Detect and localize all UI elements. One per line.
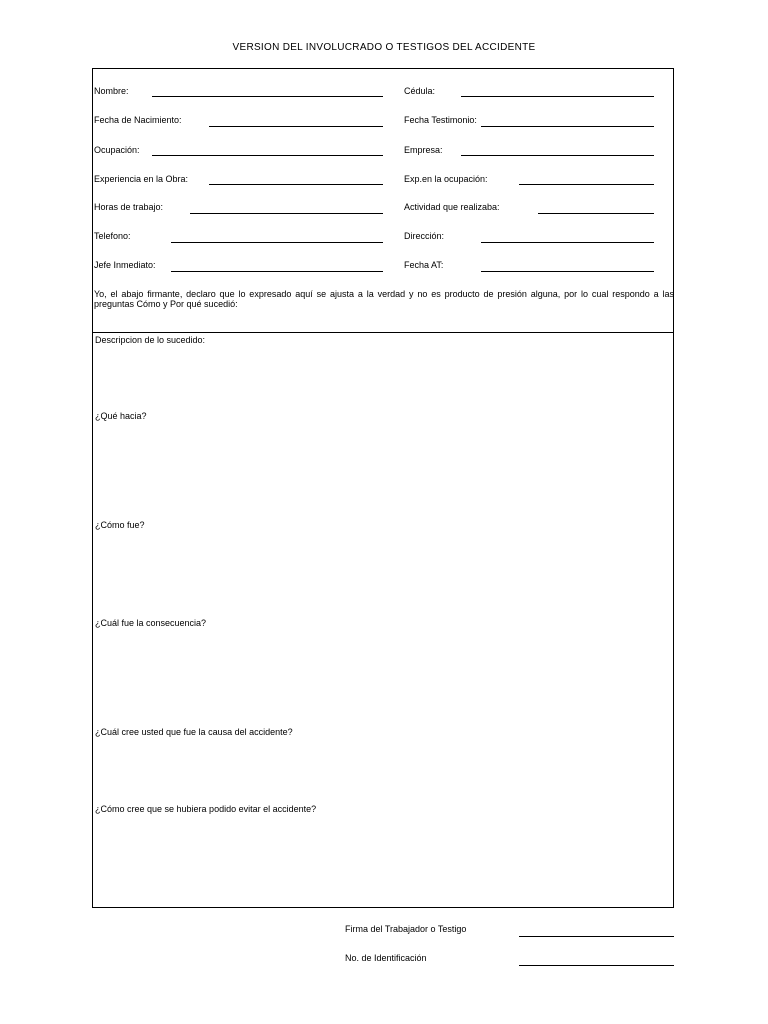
accident-date-field[interactable] (481, 271, 654, 272)
occupation-experience-label: Exp.en la ocupación: (404, 174, 488, 184)
phone-field[interactable] (171, 242, 383, 243)
supervisor-field[interactable] (171, 271, 383, 272)
phone-label: Telefono: (94, 231, 131, 241)
birth-date-field[interactable] (209, 126, 383, 127)
question-consequence: ¿Cuál fue la consecuencia? (95, 618, 207, 628)
accident-date-label: Fecha AT: (404, 260, 444, 270)
occupation-experience-field[interactable] (519, 184, 654, 185)
question-how: ¿Cómo fue? (95, 520, 145, 530)
question-cause: ¿Cuál cree usted que fue la causa del accidente? (95, 727, 293, 737)
question-what-doing: ¿Qué hacia? (95, 411, 147, 421)
description-label: Descripcion de lo sucedido: (95, 335, 206, 345)
birth-date-label: Fecha de Nacimiento: (94, 115, 182, 125)
occupation-label: Ocupación: (94, 145, 140, 155)
identification-field[interactable] (519, 965, 674, 966)
testimony-date-field[interactable] (481, 126, 654, 127)
work-hours-label: Horas de trabajo: (94, 202, 164, 212)
name-field[interactable] (152, 96, 383, 97)
question-prevention: ¿Cómo cree que se hubiera podido evitar el accidente? (95, 804, 317, 814)
signature-label: Firma del Trabajador o Testigo (345, 924, 467, 934)
company-field[interactable] (461, 155, 654, 156)
id-number-label: Cédula: (404, 86, 436, 96)
company-label: Empresa: (404, 145, 443, 155)
identification-label: No. de Identificación (345, 953, 427, 963)
form-title: VERSION DEL INVOLUCRADO O TESTIGOS DEL ACCIDENTE (232, 42, 536, 53)
site-experience-field[interactable] (209, 184, 383, 185)
signature-field[interactable] (519, 936, 674, 937)
id-number-field[interactable] (461, 96, 654, 97)
address-label: Dirección: (404, 231, 445, 241)
work-hours-field[interactable] (190, 213, 383, 214)
activity-label: Actividad que realizaba: (404, 202, 500, 212)
activity-field[interactable] (538, 213, 654, 214)
supervisor-label: Jefe Inmediato: (94, 260, 156, 270)
testimony-date-label: Fecha Testimonio: (404, 115, 477, 125)
name-label: Nombre: (94, 86, 129, 96)
address-field[interactable] (481, 242, 654, 243)
occupation-field[interactable] (152, 155, 383, 156)
declaration-text: Yo, el abajo firmante, declaro que lo expresado aquí se ajusta a la verdad y no es producto de presión alguna, por lo cual respondo a las preguntas Cómo y Por qué sucedió: (94, 289, 674, 309)
site-experience-label: Experiencia en la Obra: (94, 174, 189, 184)
